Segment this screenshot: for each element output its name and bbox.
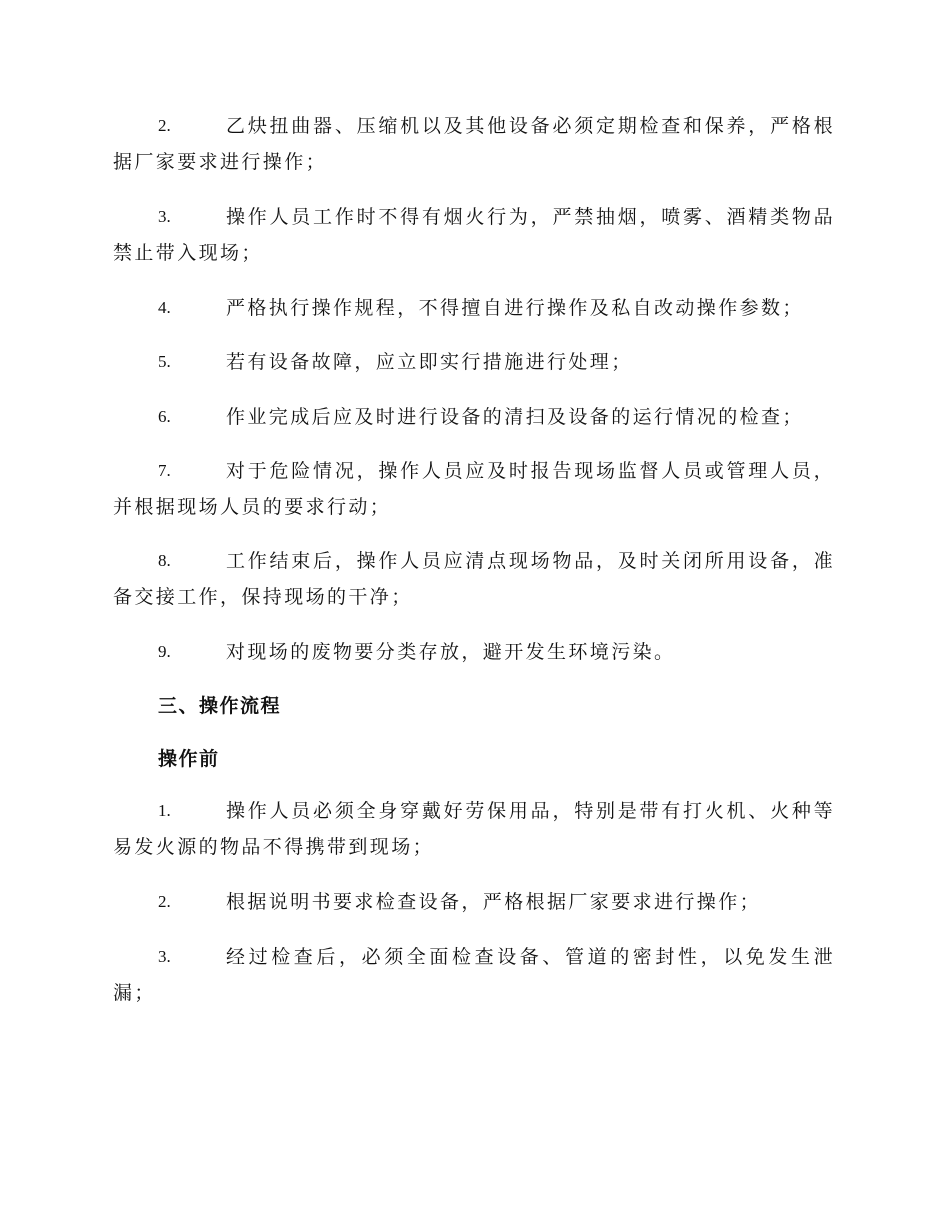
item-number: 7. <box>158 461 171 480</box>
item-text: 操作人员工作时不得有烟火行为，严禁抽烟，喷雾、酒精类物品禁止带入现场； <box>113 206 835 264</box>
list-item <box>113 884 835 920</box>
subsection-heading: 操作前 <box>158 748 220 770</box>
item-text: 操作人员必须全身穿戴好劳保用品，特别是带有打火机、火种等易发火源的物品不得携带到现场； <box>113 800 835 858</box>
item-number: 6. <box>158 407 171 426</box>
list-item <box>113 290 835 326</box>
list-item <box>113 199 835 271</box>
list-item <box>113 453 835 525</box>
list-item <box>113 939 835 1011</box>
item-number: 5. <box>158 352 171 371</box>
item-text: 乙炔扭曲器、压缩机以及其他设备必须定期检查和保养，严格根据厂家要求进行操作； <box>113 115 835 173</box>
section-heading: 三、操作流程 <box>158 695 282 717</box>
list-item <box>113 634 835 670</box>
item-text: 严格执行操作规程，不得擅自进行操作及私自改动操作参数； <box>226 297 804 319</box>
item-number: 3. <box>158 207 171 226</box>
list-item <box>113 793 835 865</box>
item-text: 经过检查后，必须全面检查设备、管道的密封性，以免发生泄漏； <box>113 946 835 1004</box>
item-number: 9. <box>158 642 171 661</box>
item-number: 2. <box>158 892 171 911</box>
item-text: 作业完成后应及时进行设备的清扫及设备的运行情况的检查； <box>226 406 804 428</box>
item-text: 若有设备故障，应立即实行措施进行处理； <box>226 351 633 373</box>
list-item <box>113 543 835 615</box>
item-number: 2. <box>158 116 171 135</box>
item-text: 对于危险情况，操作人员应及时报告现场监督人员或管理人员，并根据现场人员的要求行动； <box>113 460 835 518</box>
list-item <box>113 344 835 380</box>
list-item <box>113 108 835 180</box>
item-number: 3. <box>158 947 171 966</box>
list-item <box>113 399 835 435</box>
item-text: 工作结束后，操作人员应清点现场物品，及时关闭所用设备，准备交接工作，保持现场的干净； <box>113 550 835 608</box>
item-number: 4. <box>158 298 171 317</box>
item-number: 8. <box>158 551 171 570</box>
item-number: 1. <box>158 801 171 820</box>
item-text: 根据说明书要求检查设备，严格根据厂家要求进行操作； <box>226 891 762 913</box>
item-text: 对现场的废物要分类存放，避开发生环境污染。 <box>226 641 676 663</box>
